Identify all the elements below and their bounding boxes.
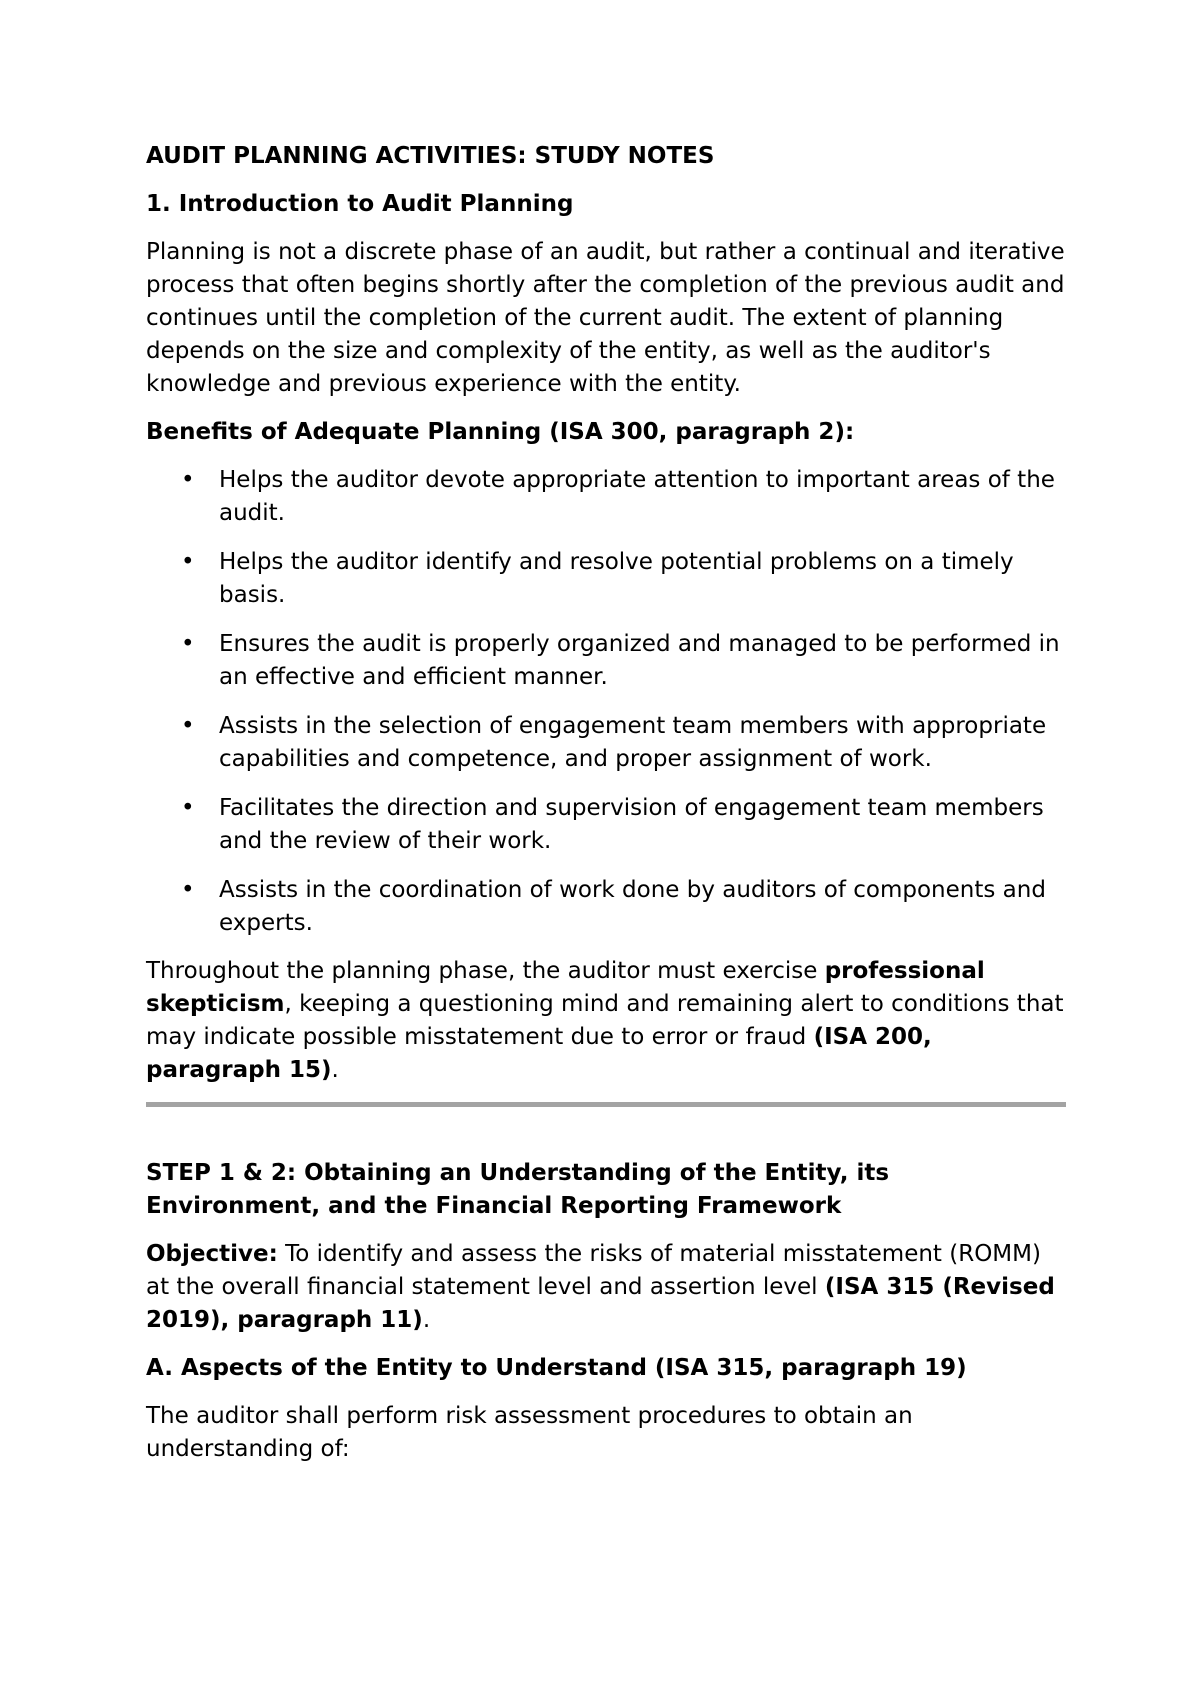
list-item-text: Ensures the audit is properly organized and managed to be performed in an effective and efficient manner. — [219, 631, 1060, 690]
aspects-subheading: A. Aspects of the Entity to Understand (ISA 315, paragraph 19) — [146, 1355, 967, 1381]
bullet-icon: • — [181, 713, 195, 739]
skepticism-text-end: . — [331, 1057, 339, 1083]
objective-text-end: . — [422, 1307, 431, 1333]
list-item — [146, 464, 1066, 530]
bullet-icon: • — [181, 795, 195, 821]
list-item — [146, 546, 1066, 612]
list-item — [146, 628, 1066, 694]
section-divider — [146, 1102, 1066, 1107]
document-page — [146, 140, 1066, 1481]
bullet-icon: • — [181, 549, 195, 575]
skepticism-text-before: Throughout the planning phase, the auditor must exercise — [146, 958, 825, 984]
list-item — [146, 710, 1066, 776]
intro-heading: 1. Introduction to Audit Planning — [146, 191, 574, 217]
skepticism-term: professional skepticism — [146, 958, 985, 1017]
objective-text: To identify and assess the risks of material misstatement (ROMM) at the overall financial statement level and assertion level — [146, 1241, 1041, 1300]
benefits-list — [146, 464, 1066, 940]
bullet-icon: • — [181, 631, 195, 657]
list-item-text: Helps the auditor devote appropriate attention to important areas of the audit. — [219, 467, 1055, 526]
step12-heading: STEP 1 & 2: Obtaining an Understanding of the Entity, its Environment, and the Financial Reporting Framework — [146, 1160, 890, 1219]
aspects-paragraph: The auditor shall perform risk assessment procedures to obtain an understanding of: — [146, 1403, 913, 1462]
bullet-icon: • — [181, 467, 195, 493]
benefits-heading: Benefits of Adequate Planning (ISA 300, paragraph 2): — [146, 419, 855, 445]
list-item — [146, 874, 1066, 940]
skepticism-text-middle: , keeping a questioning mind and remaining alert to conditions that may indicate possible misstatement due to error or fraud — [146, 991, 1064, 1050]
document-title: AUDIT PLANNING ACTIVITIES: STUDY NOTES — [146, 143, 715, 169]
skepticism-reference: (ISA 200, paragraph 15) — [146, 1024, 932, 1083]
objective-paragraph — [146, 1238, 1066, 1337]
list-item-text: Assists in the selection of engagement team members with appropriate capabilities and competence, and proper assignment of work. — [219, 713, 1047, 772]
list-item — [146, 792, 1066, 858]
objective-reference: (ISA 315 (Revised 2019), paragraph 11) — [146, 1274, 1055, 1333]
list-item-text: Facilitates the direction and supervision of engagement team members and the review of their work. — [219, 795, 1044, 854]
skepticism-paragraph — [146, 955, 1066, 1087]
list-item-text: Assists in the coordination of work done by auditors of components and experts. — [219, 877, 1046, 936]
list-item-text: Helps the auditor identify and resolve potential problems on a timely basis. — [219, 549, 1014, 608]
bullet-icon: • — [181, 877, 195, 903]
objective-label: Objective: — [146, 1241, 278, 1267]
intro-paragraph: Planning is not a discrete phase of an audit, but rather a continual and iterative process that often begins shortly after the completion of the previous audit and continues until the completion of the current audit. The extent of planning depends on the size and complexity of the entity, as well as the auditor's knowledge and previous experience with the entity. — [146, 239, 1065, 397]
